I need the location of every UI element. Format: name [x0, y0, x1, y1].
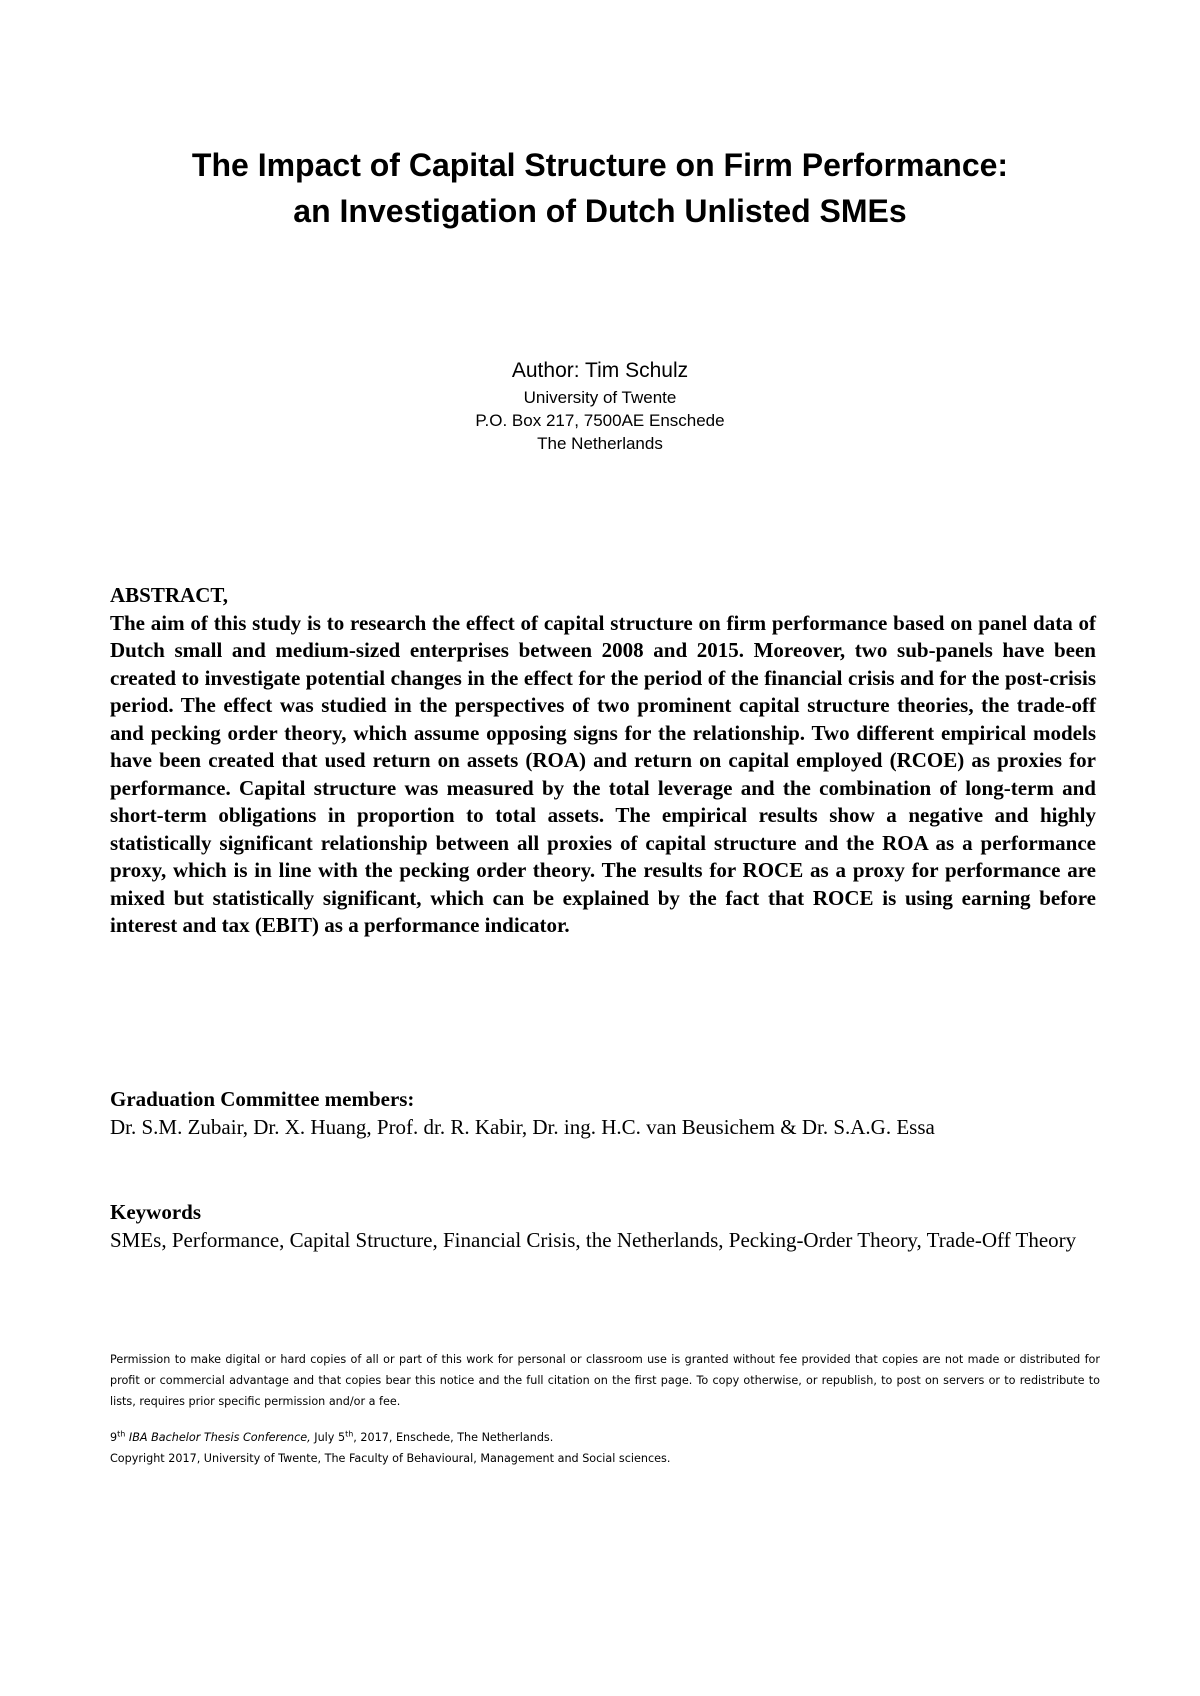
- conference-date-rest: , 2017, Enschede, The Netherlands.: [353, 1431, 554, 1444]
- paper-title: [100, 142, 1100, 234]
- author-name: Author: Tim Schulz: [511, 359, 689, 382]
- committee-members: Dr. S.M. Zubair, Dr. X. Huang, Prof. dr. R. Kabir, Dr. ing. H.C. van Beusichem & Dr. S.A.G. Essa: [110, 1114, 935, 1139]
- keywords-section: [110, 1199, 1096, 1254]
- conference-edition-number: 9: [110, 1431, 118, 1444]
- conference-line: [110, 1427, 1100, 1448]
- conference-name: IBA Bachelor Thesis Conference,: [128, 1431, 311, 1444]
- permission-notice: Permission to make digital or hard copies of all or part of this work for personal or classroom use is granted without fee provided that copies are not made or distributed for profit or commercial advantage and that copies bear this notice and the full citation on the first page. To copy otherwise, or republish, to post on servers or to redistribute to lists, requires prior specific permission and/or a fee.: [110, 1353, 1100, 1408]
- conference-notice: [110, 1427, 1100, 1469]
- conference-edition-suffix: th: [117, 1429, 126, 1439]
- keywords-list: SMEs, Performance, Capital Structure, Financial Crisis, the Netherlands, Pecking-Order Theory, Trade-Off Theory: [110, 1227, 1077, 1252]
- copyright-line: Copyright 2017, University of Twente, The Faculty of Behavioural, Management and Social sciences.: [110, 1452, 671, 1465]
- committee-heading: Graduation Committee members:: [110, 1087, 415, 1111]
- committee-section: [110, 1086, 1096, 1141]
- title-line-1: The Impact of Capital Structure on Firm Performance:: [191, 147, 1009, 183]
- abstract-section: [110, 582, 1096, 940]
- title-line-2: an Investigation of Dutch Unlisted SMEs: [293, 193, 907, 229]
- conference-date-prefix: July 5: [310, 1431, 346, 1444]
- affiliation-address: P.O. Box 217, 7500AE Enschede: [475, 411, 725, 430]
- conference-date-suffix: th: [345, 1429, 354, 1439]
- keywords-heading: Keywords: [110, 1200, 201, 1224]
- abstract-body: The aim of this study is to research the effect of capital structure on firm performance based on panel data of Dutch small and medium-sized enterprises between 2008 and 2015. Moreover, two sub-panels have been created to investigate potential changes in the effect for the period of the financial crisis and for the post-crisis period. The effect was studied in the perspectives of two prominent capital structure theories, the trade-off and pecking order theory, which assume opposing signs for the relationship. Two different empirical models have been created that used return on assets (ROA) and return on capital employed (RCOE) as proxies for performance. Capital structure was measured by the total leverage and the combination of long-term and short-term obligations in proportion to total assets. The empirical results show a negative and highly statistically significant relationship between all proxies of capital structure and the ROA as a performance proxy, which is in line with the pecking order theory. The results for ROCE as a proxy for performance are mixed but statistically significant, which can be explained by the fact that ROCE is using earning before interest and tax (EBIT) as a performance indicator.: [110, 610, 1096, 937]
- abstract-heading: ABSTRACT,: [110, 583, 229, 607]
- affiliation-country: The Netherlands: [537, 434, 663, 453]
- author-block: [300, 356, 900, 455]
- affiliation-university: University of Twente: [523, 388, 677, 407]
